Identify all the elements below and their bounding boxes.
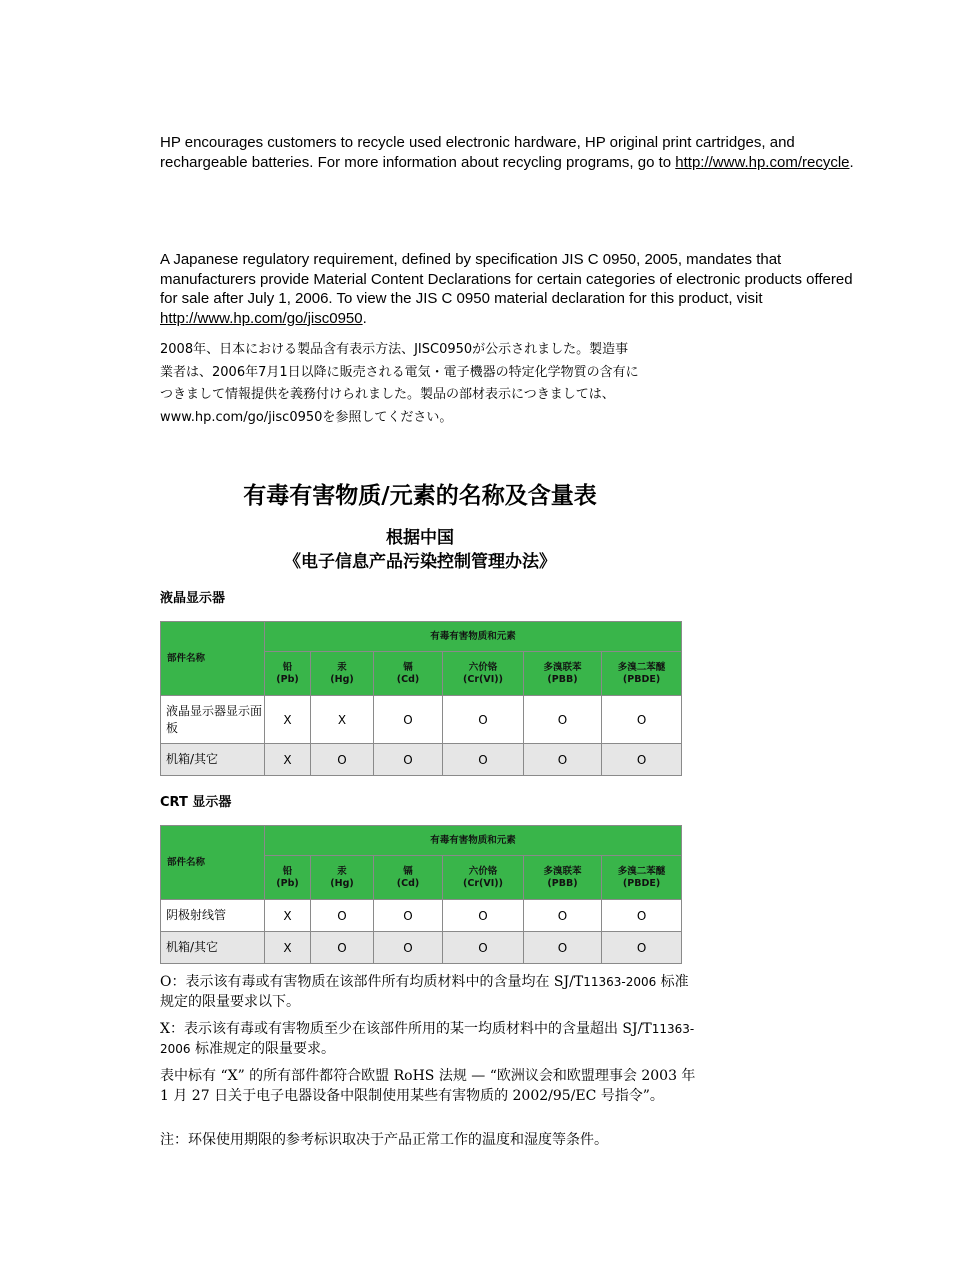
substance-col-header	[374, 652, 443, 696]
substance-col-header	[602, 652, 682, 696]
substance-value: O	[374, 744, 443, 776]
substance-value: O	[443, 900, 524, 932]
substance-value: O	[374, 932, 443, 964]
recycle-paragraph: HP encourages customers to recycle used electronic hardware, HP original print cartridges, and rechargeable batteries. For more information about recycling programs, go to http://www.hp.com/recycle.	[160, 134, 854, 171]
substance-name: 多溴二苯醚	[617, 865, 666, 877]
substance-col-header	[443, 652, 524, 696]
substance-name: 镉	[403, 865, 413, 877]
substance-value: O	[311, 744, 374, 776]
crt-substance-table	[160, 825, 682, 964]
substance-value: X	[311, 696, 374, 744]
substance-symbol: (Hg)	[330, 877, 354, 889]
japanese-paragraph: 2008年、日本における製品含有表示方法、JISC0950が公示されました。製造事業者は、2006年7月1日以降に販売される電気・電子機器の特定化学物質の含有につきまして情報提供を義務付けられました。製品の部材表示につきましては、www.hp.com/go/jisc0950を参照してください。	[160, 342, 639, 425]
note-rohs: 表中标有 “X” 的所有部件都符合欧盟 RoHS 法规 — “欧洲议会和欧盟理事会 2003 年 1 月 27 日关于电子电器设备中限制使用某些有害物质的 2002/95/EC 号指令”。	[160, 1068, 696, 1104]
component-header: 部件名称	[161, 622, 265, 696]
substance-symbol: (PBDE)	[622, 673, 661, 685]
substance-name: 六价铬	[468, 661, 498, 673]
substance-value: O	[311, 932, 374, 964]
substances-header: 有毒有害物质和元素	[265, 826, 682, 856]
substance-value: X	[265, 932, 311, 964]
substance-name: 镉	[403, 661, 413, 673]
substance-value: O	[602, 696, 682, 744]
substances-header: 有毒有害物质和元素	[265, 622, 682, 652]
substance-col-header	[524, 652, 602, 696]
substance-symbol: (Cd)	[396, 673, 420, 685]
jisc0950-link[interactable]: http://www.hp.com/go/jisc0950	[160, 309, 363, 327]
substance-value: O	[443, 932, 524, 964]
substance-symbol: (Pb)	[276, 877, 299, 889]
substance-col-header	[311, 652, 374, 696]
substance-name: 铅	[282, 865, 293, 877]
substance-symbol: (PBB)	[547, 877, 578, 889]
substance-value: O	[311, 900, 374, 932]
note-x: X：表示该有毒或有害物质至少在该部件所用的某一均质材料中的含量超出 SJ/T11363-2006 标准规定的限量要求。	[160, 1021, 695, 1057]
substance-col-header	[311, 856, 374, 900]
substance-name: 多溴联苯	[543, 661, 582, 673]
substance-value: X	[265, 900, 311, 932]
substance-col-header	[374, 856, 443, 900]
substance-value: O	[443, 744, 524, 776]
substance-value: O	[524, 696, 602, 744]
substance-symbol: (Cr(VI))	[463, 877, 503, 889]
component-name: 阴极射线管	[161, 900, 265, 932]
substance-value: O	[602, 744, 682, 776]
substance-value: O	[524, 932, 602, 964]
substance-name: 铅	[282, 661, 293, 673]
substance-value: O	[374, 900, 443, 932]
lcd-heading: 液晶显示器	[160, 591, 226, 606]
table-row	[161, 696, 682, 744]
table-row	[161, 744, 682, 776]
table-row	[161, 900, 682, 932]
component-header: 部件名称	[161, 826, 265, 900]
substance-symbol: (Pb)	[276, 673, 299, 685]
substance-symbol: (PBDE)	[622, 877, 661, 889]
substance-value: O	[443, 696, 524, 744]
substance-value: O	[524, 744, 602, 776]
component-name: 机箱/其它	[161, 932, 265, 964]
substance-col-header	[265, 856, 311, 900]
substance-col-header	[265, 652, 311, 696]
substance-col-header	[443, 856, 524, 900]
substance-name: 多溴联苯	[543, 865, 582, 877]
substance-value: O	[602, 932, 682, 964]
substance-symbol: (Cr(VI))	[463, 673, 503, 685]
substance-name: 汞	[337, 865, 347, 877]
china-table-subtitle: 根据中国 《电子信息产品污染控制管理办法》	[284, 528, 556, 572]
china-table-title: 有毒有害物质/元素的名称及含量表	[243, 483, 597, 509]
substance-value: O	[602, 900, 682, 932]
substance-symbol: (Cd)	[396, 877, 420, 889]
crt-heading: CRT 显示器	[160, 795, 232, 810]
substance-col-header	[602, 856, 682, 900]
note-env: 注：环保使用期限的参考标识取决于产品正常工作的温度和湿度等条件。	[160, 1132, 608, 1148]
recycle-link[interactable]: http://www.hp.com/recycle	[675, 153, 850, 171]
substance-symbol: (Hg)	[330, 673, 354, 685]
substance-symbol: (PBB)	[547, 673, 578, 685]
substance-value: O	[524, 900, 602, 932]
note-o: O：表示该有毒或有害物质在该部件所有均质材料中的含量均在 SJ/T11363-2006 标准规定的限量要求以下。	[160, 974, 689, 1010]
japan-paragraph: A Japanese regulatory requirement, defined by specification JIS C 0950, 2005, mandates that manufacturers provide Material Content Declarations for certain categories of electronic products offered for sale after July 1, 2006. To view the JIS C 0950 material declaration for this product, visit http://www.hp.com/go/jisc0950.	[160, 251, 853, 327]
substance-name: 汞	[337, 661, 347, 673]
component-name: 机箱/其它	[161, 744, 265, 776]
substance-value: X	[265, 696, 311, 744]
table-row	[161, 932, 682, 964]
lcd-substance-table	[160, 621, 682, 776]
component-name: 液晶显示器显示面板	[161, 696, 265, 744]
substance-value: O	[374, 696, 443, 744]
substance-col-header	[524, 856, 602, 900]
substance-name: 多溴二苯醚	[617, 661, 666, 673]
substance-value: X	[265, 744, 311, 776]
substance-name: 六价铬	[468, 865, 498, 877]
